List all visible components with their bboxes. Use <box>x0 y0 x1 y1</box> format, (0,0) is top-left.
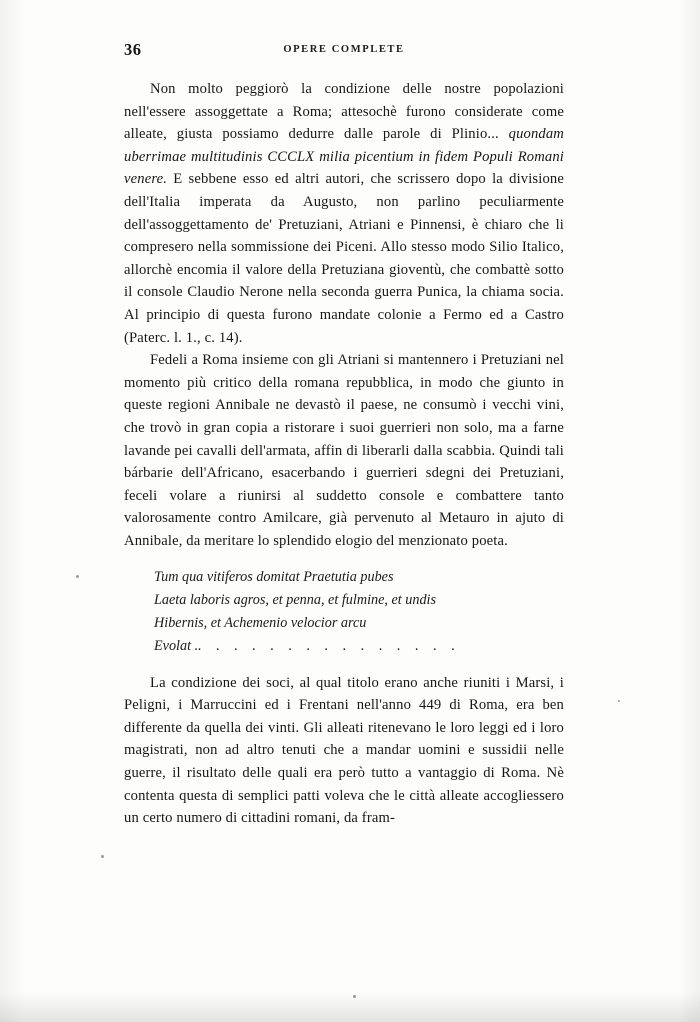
verse-line-4-text: Evolat . <box>154 637 199 654</box>
page-bottom-shadow <box>0 992 700 1022</box>
scan-speckle <box>76 575 79 578</box>
page-right-shadow <box>678 0 700 1022</box>
paragraph-2: Fedeli a Roma insieme con gli Atriani si mantennero i Pretuziani nel momento più critico della romana repubblica, in modo che giunto in queste regioni Annibale ne devastò il paese, ne consumò i vecchi vini, che trovò in gran copia a ristorare i suoi guerrieri non solo, ma a farne lavande pei cavalli dell'armata, affin di liberarli dalla scabbia. Quindi tali bárbarie dell'Africano, esacerbando i guerrieri sdegni dei Pretuziani, feceli volare a riunirsi al suddetto console e combattere tanto valorosamente contro Amilcare, già pervenuto al Metauro in ajuto di Annibale, da meritare lo splendido elogio del menzionato poeta. <box>124 352 564 549</box>
verse-line-4 <box>154 635 564 658</box>
verse-trailing-dots: . . . . . . . . . . . . . . . <box>198 637 461 654</box>
scan-speckle <box>618 700 620 702</box>
paragraph-1-text: Non molto peggiorò la condizione delle nostre popolazioni nell'essere assoggettate a Roma; attesochè furono considerate come alleate, giusta possiamo dedurre dalle parole di Plinio... <box>124 81 564 143</box>
running-head <box>124 40 564 66</box>
verse-line-2: Laeta laboris agros, et penna, et fulmine, et undis <box>154 592 437 609</box>
verse-line-1: Tum qua vitiferos domitat Praetutia pubes <box>154 569 394 586</box>
paragraph-1 <box>124 78 564 349</box>
page-number: 36 <box>124 40 142 59</box>
verse-line-3: Hibernis, et Achemenio velocior arcu <box>154 615 367 632</box>
paragraph-1-continuation: E sebbene esso ed altri autori, che scrissero dopo la divisione dell'Italia imperata da Augusto, non parlino peculiarmente dell'assoggettamento de' Pretuziani, Atriani e Pinnensi, è chiaro che li compresero nella sommissione dei Piceni. Allo stesso modo Silio Italico, allorchè encomia il valore della Pretuziana gioventù, che combattè sotto il console Claudio Nerone nella seconda guerra Punica, la chiama socia. Al principio di questa furono mandate colonie a Fermo ed a Castro (Paterc. l. 1., c. 14). <box>124 171 564 346</box>
paragraph-1-citation: quondam uberrimae multitudinis CCCLX milia picentium in fidem Populi Romani venere. <box>124 126 564 188</box>
scan-speckle <box>101 855 104 858</box>
page-left-shadow <box>0 0 26 1022</box>
page-content <box>124 40 564 830</box>
verse-quotation <box>124 566 564 657</box>
scan-speckle <box>353 995 356 998</box>
running-head-title: OPERE COMPLETE <box>283 44 405 55</box>
paragraph-3: La condizione dei soci, al qual titolo erano anche riuniti i Marsi, i Peligni, i Marruccini ed i Frentani nell'anno 449 di Roma, era ben differente da quella dei vinti. Gli alleati ritenevano le loro leggi ed i loro magistrati, non ad altro tenuti che a mandar uomini e sussidii nelle guerre, il risultato delle quali era però tutto a vantaggio di Roma. Nè contenta questa di semplici patti voleva che le città alleate accogliessero un certo numero di cittadini romani, da fram- <box>124 674 564 827</box>
